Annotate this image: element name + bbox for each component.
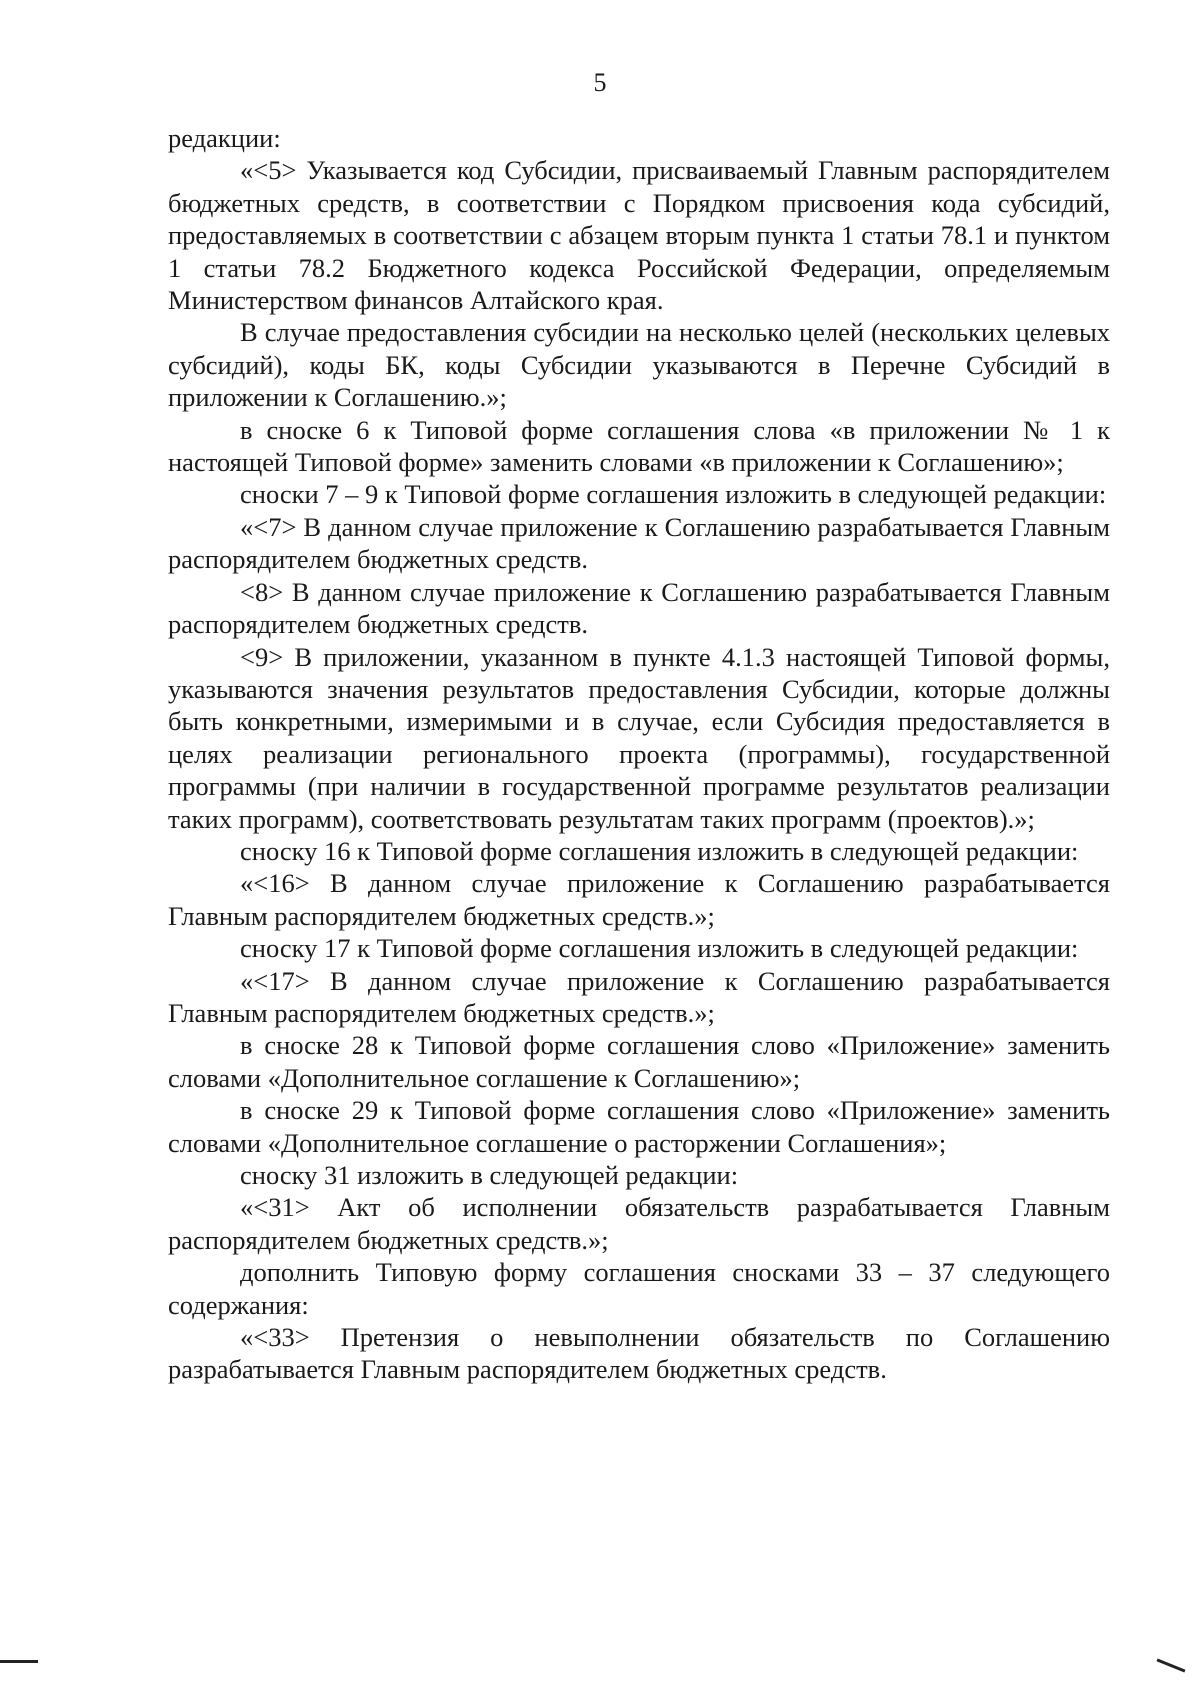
paragraph: в сноске 28 к Типовой форме соглашения слово «Приложение» заменить словами «Дополнительное соглашение к Соглашению»; [168,1030,1110,1093]
document-body [168,122,1110,1386]
scan-mark [1157,1658,1186,1672]
paragraph: сноску 17 к Типовой форме соглашения изложить в следующей редакции: [240,933,1079,964]
paragraph: «<16> В данном случае приложение к Соглашению разрабатывается Главным распорядителем бюджетных средств.»; [168,868,1110,931]
paragraph: сноску 31 изложить в следующей редакции: [240,1160,739,1190]
paragraph: редакции: [168,123,281,153]
paragraph: «<5> Указывается код Субсидии, присваиваемый Главным распорядителем бюджетных средств, в соответствии с Порядком присвоения кода субсидий, предоставляемых в соответствии с абзацем вторым пункта 1 статьи 78.1 и пунктом 1 статьи 78.2 Бюджетного кодекса Российской Федерации, определяемым Министерством финансов Алтайского края. [168,155,1110,316]
paragraph: <8> В данном случае приложение к Соглашению разрабатывается Главным распорядителем бюджетных средств. [168,576,1110,640]
paragraph: в сноске 6 к Типовой форме соглашения слова «в приложении № 1 к настоящей Типовой форме» заменить словами «в приложении к Соглашению»; [168,414,1110,478]
paragraph: сноски 7 – 9 к Типовой форме соглашения изложить в следующей редакции: [240,479,1107,510]
paragraph: «<31> Акт об исполнении обязательств разрабатывается Главным распорядителем бюджетных средств.»; [168,1192,1110,1255]
paragraph: В случае предоставления субсидии на несколько целей (нескольких целевых субсидий), коды БК, коды Субсидии указываются в Перечне Субсидий в приложении к Соглашению.»; [168,317,1110,413]
paragraph: «<17> В данном случае приложение к Соглашению разрабатывается Главным распорядителем бюджетных средств.»; [168,965,1110,1028]
paragraph: «<33> Претензия о невыполнении обязательств по Соглашению разрабатывается Главным распорядителем бюджетных средств. [168,1322,1110,1385]
paragraph: сноску 16 к Типовой форме соглашения изложить в следующей редакции: [240,835,1079,866]
paragraph: <9> В приложении, указанном в пункте 4.1.3 настоящей Типовой формы, указываются значения результатов предоставления Субсидии, которые должны быть конкретными, измеримыми и в случае, если Субсидия предоставляется в целях реализации регионального проекта (программы), государственной программы (при наличии в государственной программе результатов реализации таких программ), соответствовать результатам таких программ (проектов).»; [168,641,1110,834]
scan-mark [0,1660,38,1663]
page-number: 5 [593,68,607,97]
paragraph: дополнить Типовую форму соглашения сносками 33 – 37 следующего содержания: [168,1257,1110,1320]
paragraph: в сноске 29 к Типовой форме соглашения слово «Приложение» заменить словами «Дополнительное соглашение о расторжении Соглашения»; [168,1095,1110,1158]
paragraph: «<7> В данном случае приложение к Соглашению разрабатывается Главным распорядителем бюджетных средств. [168,511,1110,575]
